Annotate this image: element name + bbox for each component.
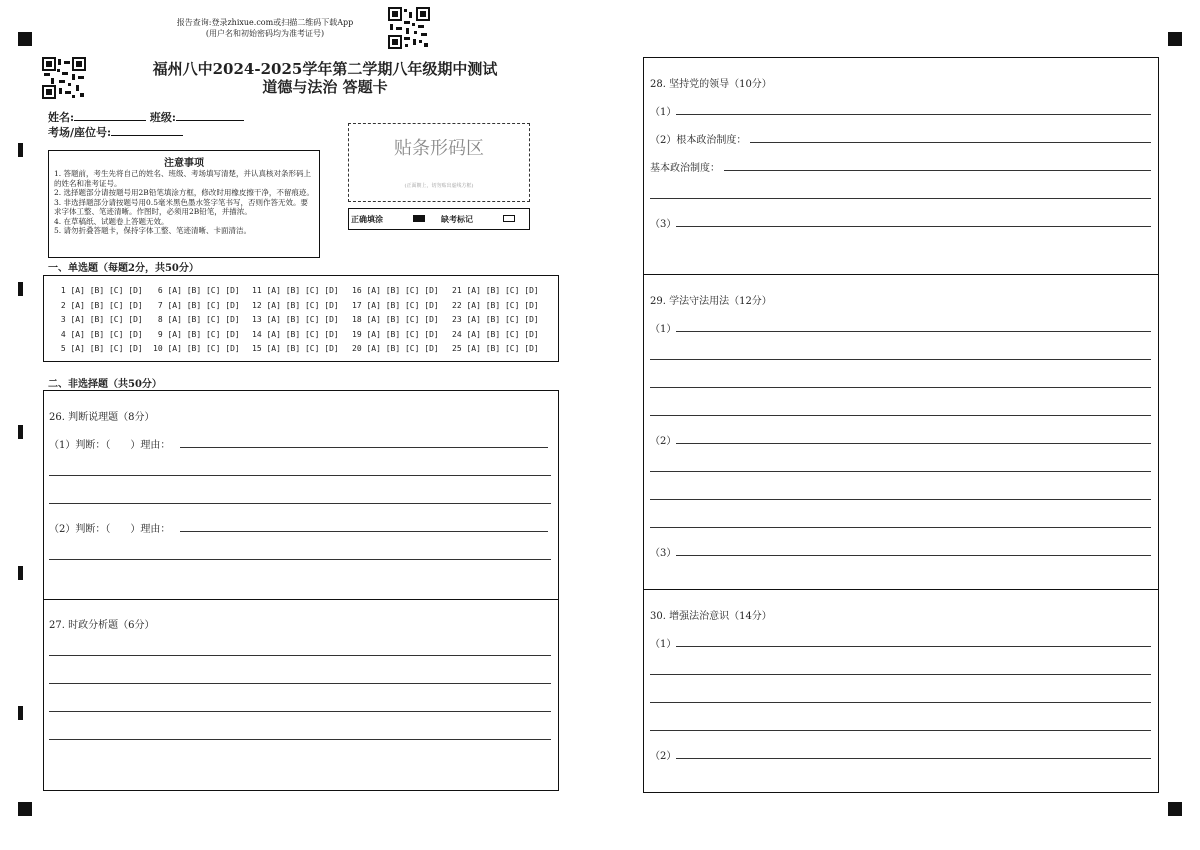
notice-item: 1. 答题前，考生先将自己的姓名、班级、考场填写清楚，并认真核对条形码上的姓名和准考证号。: [54, 169, 312, 188]
choice-row[interactable]: 7 [A] [B] [C] [D]: [153, 300, 240, 310]
choice-row[interactable]: 9 [A] [B] [C] [D]: [153, 329, 240, 339]
answer-line[interactable]: [650, 198, 1151, 199]
corner-mark-bottom-left: [18, 802, 32, 816]
barcode-area-title: 贴条形码区: [394, 138, 484, 159]
q28-part2b-label: 基本政治制度：: [650, 163, 720, 174]
answer-line[interactable]: [724, 170, 1151, 171]
name-input-line[interactable]: [74, 120, 146, 121]
q28-part3-label: （3）: [650, 219, 677, 230]
q30-part1-label: （1）: [650, 639, 677, 650]
timing-mark: [18, 143, 23, 157]
answer-line[interactable]: [180, 531, 548, 532]
choice-row[interactable]: 11 [A] [B] [C] [D]: [252, 286, 339, 295]
timing-mark: [18, 706, 23, 720]
choice-row[interactable]: 17 [A] [B] [C] [D]: [352, 300, 439, 310]
choice-row[interactable]: 14 [A] [B] [C] [D]: [252, 329, 339, 339]
class-label: 班级:: [149, 111, 176, 124]
query-note-line2: (用户名和初始密码均为准考证号): [205, 29, 325, 38]
q26-title: 26. 判断说理题（8分）: [49, 412, 155, 423]
app-qr-code: [388, 7, 430, 49]
choice-row[interactable]: 8 [A] [B] [C] [D]: [153, 315, 240, 325]
answer-line[interactable]: [750, 142, 1151, 143]
class-input-line[interactable]: [176, 120, 244, 121]
name-field[interactable]: [48, 109, 244, 125]
q30-part2-label: （2）: [650, 751, 677, 762]
choice-row[interactable]: 13 [A] [B] [C] [D]: [252, 315, 339, 325]
choice-row[interactable]: 23 [A] [B] [C] [D]: [452, 315, 539, 325]
choice-row[interactable]: 22 [A] [B] [C] [D]: [452, 300, 539, 310]
answer-line[interactable]: [676, 555, 1151, 556]
notice-item: 5. 请勿折叠答题卡，保持字体工整、笔迹清晰、卡面清洁。: [54, 226, 252, 235]
answer-line[interactable]: [676, 443, 1151, 444]
choice-column: [452, 284, 539, 357]
notice-box: [48, 150, 320, 258]
notice-item: 2. 选择题部分请按题号用2B铅笔填涂方框，修改时用橡皮擦干净，不留痕迹。: [54, 188, 314, 197]
answer-line[interactable]: [650, 730, 1151, 731]
choice-row[interactable]: 3 [A] [B] [C] [D]: [56, 315, 143, 325]
timing-mark: [18, 282, 23, 296]
notice-item: 3. 非选择题部分请按题号用0.5毫米黑色墨水签字笔书写，否则作答无效。要求字体工整、笔迹清晰。作图时，必须用2B铅笔，并描浓。: [54, 197, 308, 216]
answer-line[interactable]: [650, 415, 1151, 416]
q29-part3-label: （3）: [650, 548, 677, 559]
choice-column: [56, 284, 143, 357]
answer-line[interactable]: [49, 503, 551, 504]
query-note: [150, 17, 380, 39]
fill-legend: [348, 208, 530, 230]
absent-mark-label: 缺考标记: [441, 214, 473, 224]
notice-item: 4. 在草稿纸、试题卷上答题无效。: [54, 216, 169, 226]
q26-part1-label: （1）判断：（ ）理由：: [49, 440, 171, 451]
barcode-area: [348, 123, 530, 202]
exam-title: 福州八中2024-2025学年第二学期八年级期中测试: [152, 60, 498, 78]
choice-row[interactable]: 16 [A] [B] [C] [D]: [352, 286, 439, 295]
answer-line[interactable]: [650, 702, 1151, 703]
corner-mark-bottom-right: [1168, 802, 1182, 816]
answer-line[interactable]: [676, 114, 1151, 115]
choice-row[interactable]: 5 [A] [B] [C] [D]: [56, 344, 143, 354]
q27-title: 27. 时政分析题（6分）: [49, 620, 155, 631]
section1-title: 一、单选题（每题2分，共50分）: [48, 263, 199, 274]
answer-line[interactable]: [650, 359, 1151, 360]
answer-line[interactable]: [49, 683, 551, 684]
fill-correct-label: 正确填涂: [351, 214, 383, 224]
q29-title: 29. 学法守法用法（12分）: [650, 296, 772, 307]
choice-column: [252, 284, 339, 357]
q29-box: [643, 274, 1159, 590]
choice-row[interactable]: 2 [A] [B] [C] [D]: [56, 300, 143, 310]
choice-row[interactable]: 19 [A] [B] [C] [D]: [352, 329, 439, 339]
choice-row[interactable]: 20 [A] [B] [C] [D]: [352, 344, 439, 354]
answer-line[interactable]: [49, 711, 551, 712]
answer-line[interactable]: [49, 559, 551, 560]
timing-mark: [18, 566, 23, 580]
subject-title: 道德与法治 答题卡: [262, 78, 388, 96]
section2-title: 二、非选择题（共50分）: [48, 379, 162, 390]
answer-line[interactable]: [676, 331, 1151, 332]
answer-line[interactable]: [180, 447, 548, 448]
choice-row[interactable]: 12 [A] [B] [C] [D]: [252, 300, 339, 310]
choice-row[interactable]: 25 [A] [B] [C] [D]: [452, 344, 539, 354]
q30-title: 30. 增强法治意识（14分）: [650, 611, 772, 622]
q29-part1-label: （1）: [650, 324, 677, 335]
q29-part2-label: （2）: [650, 436, 677, 447]
choice-row[interactable]: 15 [A] [B] [C] [D]: [252, 344, 339, 354]
corner-mark-top-right: [1168, 32, 1182, 46]
choice-grid: [43, 275, 559, 362]
choice-row[interactable]: 4 [A] [B] [C] [D]: [56, 329, 143, 339]
choice-row[interactable]: 6 [A] [B] [C] [D]: [153, 286, 240, 295]
choice-row[interactable]: 24 [A] [B] [C] [D]: [452, 329, 539, 339]
query-note-line1: 报告查询:登录zhixue.com或扫描二维码下载App: [176, 18, 354, 27]
choice-row[interactable]: 21 [A] [B] [C] [D]: [452, 286, 539, 295]
timing-mark: [18, 425, 23, 439]
answer-line[interactable]: [676, 646, 1151, 647]
student-qr-code: [42, 57, 86, 99]
fill-correct-sample: [413, 215, 425, 222]
answer-line[interactable]: [49, 475, 551, 476]
choice-column: [352, 284, 439, 357]
answer-line[interactable]: [676, 226, 1151, 227]
q28-title: 28. 坚持党的领导（10分）: [650, 79, 772, 90]
sheet-title: [130, 60, 520, 96]
answer-line[interactable]: [650, 527, 1151, 528]
answer-line[interactable]: [650, 387, 1151, 388]
choice-row[interactable]: 10 [A] [B] [C] [D]: [153, 344, 240, 354]
notice-title: 注意事项: [164, 158, 204, 169]
barcode-area-hint: (正面朝上，切勿贴出虚线方框): [404, 183, 474, 189]
q28-part1-label: （1）: [650, 107, 677, 118]
room-seat-input-line[interactable]: [111, 135, 183, 136]
choice-row[interactable]: 18 [A] [B] [C] [D]: [352, 315, 439, 325]
answer-line[interactable]: [650, 499, 1151, 500]
room-seat-label: 考场/座位号:: [48, 126, 112, 139]
answer-line[interactable]: [676, 758, 1151, 759]
answer-line[interactable]: [650, 471, 1151, 472]
choice-row[interactable]: 1 [A] [B] [C] [D]: [56, 286, 143, 295]
seat-field[interactable]: [48, 124, 183, 140]
answer-line[interactable]: [49, 739, 551, 740]
corner-mark-top-left: [18, 32, 32, 46]
absent-mark-box[interactable]: [503, 215, 515, 222]
q28-part2-label: （2）根本政治制度：: [650, 135, 747, 146]
answer-line[interactable]: [650, 674, 1151, 675]
answer-line[interactable]: [49, 655, 551, 656]
name-label: 姓名:: [48, 111, 75, 124]
choice-column: [153, 284, 240, 357]
q26-part2-label: （2）判断：（ ）理由：: [49, 524, 171, 535]
